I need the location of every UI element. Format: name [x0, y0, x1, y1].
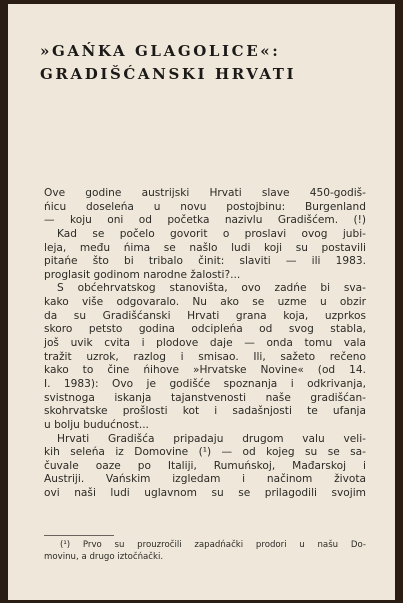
body-line: Hrvati Gradišća pripadaju drugom valu veli-	[57, 432, 366, 445]
book-page	[8, 4, 395, 600]
body-line: kih seleńa iz Domovine (¹) — od kojeg su se sa-	[44, 446, 366, 459]
body-line: leja, među ńima se našlo ludi koji su postavili	[44, 241, 366, 254]
body-line: svistnoga iskanja tajanstvenosti naše gradišćan-	[44, 391, 366, 404]
footnote-line: (¹) Prvo su prouzročili zapadńački prodori u našu Do-	[60, 540, 366, 550]
body-line: Kad se počelo govorit o proslavi ovog jubi-	[57, 227, 366, 240]
body-line: skoro petsto godina odcipleńa od svog stabla,	[44, 323, 366, 336]
body-line: u bolju budućnost...	[44, 418, 149, 431]
chapter-title-line-2: GRADIŠĆANSKI HRVATI	[40, 65, 297, 83]
body-line: kako više odgovaralo. Nu ako se uzme u obzir	[44, 296, 366, 309]
body-line: da su Gradišćanski Hrvati grana koja, uzprkos	[44, 309, 366, 322]
chapter-title-line-1: »GAŃKA GLAGOLICE«:	[40, 42, 281, 60]
body-line: ovi naši ludi uglavnom su se prilagodili svojim	[44, 487, 366, 500]
body-line: još uvik cvita i plodove daje — onda tomu vala	[44, 337, 366, 350]
body-line: skohrvatske prošlosti kot i sadašnjosti te ufanja	[44, 405, 366, 418]
body-line: pitańe što bi tribalo činit: slaviti — ili 1983.	[44, 255, 366, 268]
body-line: kako to čine ńihove »Hrvatske Novine« (od 14.	[44, 364, 366, 377]
body-line: I. 1983): Ovo je godišće spoznanja i odkrivanja,	[44, 377, 366, 390]
footnote-divider	[44, 535, 114, 536]
body-line: Austriji. Vańskim izgledam i načinom života	[44, 473, 366, 486]
body-line: tražit uzrok, razlog i smisao. Ili, sažeto rečeno	[44, 350, 366, 363]
footnote	[44, 540, 366, 563]
body-line: ńicu doseleńa u novu postojbinu: Burgenland	[44, 200, 366, 213]
body-line: čuvale oaze po Italiji, Rumuńskoj, Mađarskoj i	[44, 459, 366, 472]
body-line: proglasit godinom narodne žalosti?...	[44, 268, 241, 281]
footnote-line: movinu, a drugo iztočńački.	[44, 551, 164, 562]
body-line: S obćehrvatskog stanovišta, ovo zadńe bi sva-	[57, 282, 366, 295]
body-text	[44, 187, 366, 501]
body-line: — koju oni od početka nazivlu Gradišćem. (!)	[44, 214, 366, 227]
chapter-title	[40, 40, 296, 86]
body-line: Ove godine austrijski Hrvati slave 450-godiš-	[44, 187, 366, 199]
